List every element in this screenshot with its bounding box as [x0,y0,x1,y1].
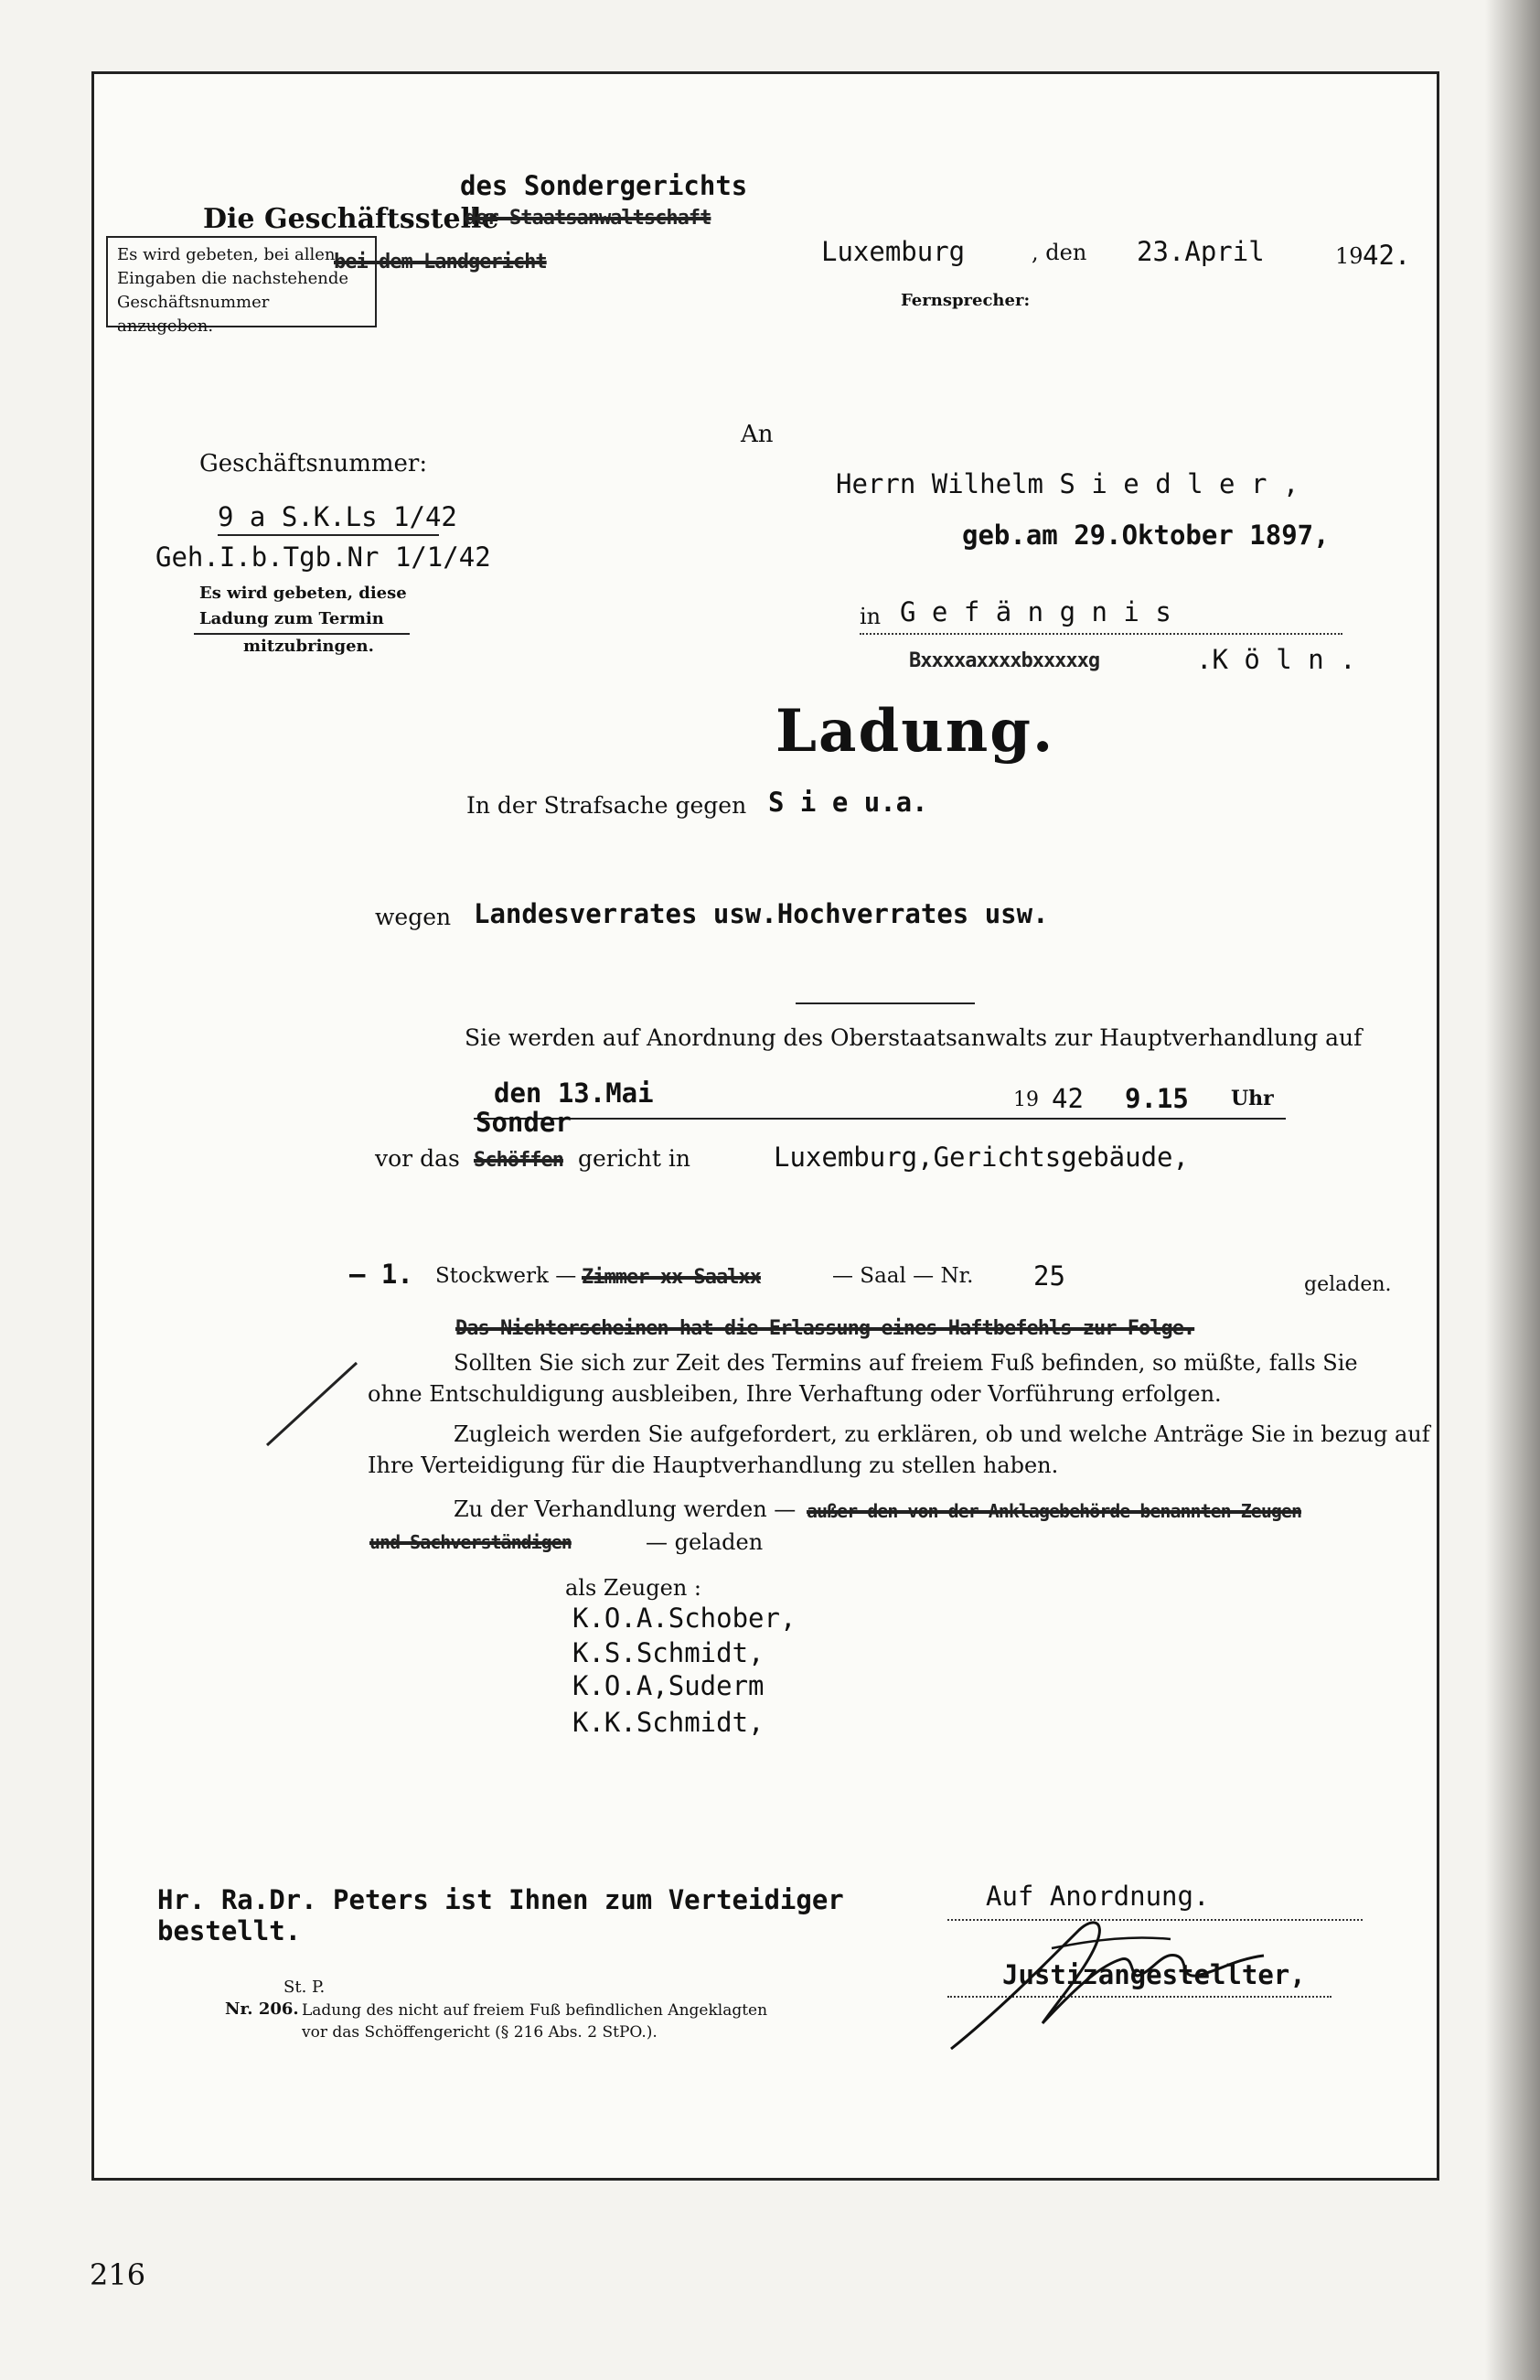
addressee-name: Herrn Wilhelm S i e d l e r , [836,468,1299,499]
letter-date: 23.April [1137,236,1265,267]
office-struck-1: der Staatsanwaltschaft [465,207,711,230]
case-number-rule [218,534,439,536]
witness-line2-end: — geladen [646,1529,764,1555]
geladen-label: geladen. [1304,1273,1392,1296]
case-number: 9 a S.K.Ls 1/42 [218,501,457,532]
bring-note-rule [194,633,410,635]
case-intro: In der Strafsache gegen [466,792,747,819]
den-label: , den [1032,240,1087,265]
als-zeugen-label: als Zeugen : [565,1575,702,1601]
hearing-day: den 13.Mai [494,1077,654,1109]
place: Luxemburg [821,236,966,267]
letter-year: 42. [1363,240,1411,271]
secret-journal-number: Geh.I.b.Tgb.Nr 1/1/42 [155,541,491,573]
defender-line1: Hr. Ra.Dr. Peters ist Ihnen zum Verteidiger [157,1884,844,1915]
notice-box: Es wird gebeten, bei allen Eingaben die nachstehende Geschäftsnummer anzugeben. [106,236,377,327]
office-label: Die Geschäftsstelle [203,203,499,235]
court-struck: Schöffen [474,1149,563,1172]
defender-line2: bestellt. [157,1915,302,1946]
bring-note-3: mitzubringen. [243,637,374,656]
margin-stroke [262,1359,362,1451]
addressee-birth: geb.am 29.Oktober 1897, [962,520,1330,551]
case-number-label: Geschäftsnummer: [199,450,428,477]
hearing-time: 9.15 [1125,1083,1189,1114]
floor-prefix: — 1. [349,1259,413,1290]
city: .K ö l n . [1196,644,1356,675]
witness-1: K.O.A.Schober, [572,1603,797,1634]
para2-line2: Ihre Verteidigung für die Hauptverhandlung zu stellen haben. [368,1453,1059,1478]
order-text: Auf Anordnung. [986,1881,1210,1912]
room-number: 25 [1033,1260,1065,1292]
bring-note-1: Es wird gebeten, diese [199,584,407,603]
official-title: Justizangestellter, [1002,1959,1306,1990]
court-insert: Sonder [476,1107,572,1138]
floor-struck: Zimmer xx Saalxx [582,1266,761,1289]
hearing-year: 42 [1052,1083,1084,1114]
witness-2: K.S.Schmidt, [572,1637,765,1668]
struck-sentence: Das Nichterscheinen hat die Erlassung eines Haftbefehls zur Folge. [455,1317,1195,1340]
para1-line2: ohne Entschuldigung ausbleiben, Ihre Verhaftung oder Vorführung erfolgen. [368,1381,1222,1407]
hearing-year-prefix: 19 [1013,1088,1039,1111]
separator-rule [796,1002,975,1004]
summons-text: Sie werden auf Anordnung des Oberstaatsanwalts zur Hauptverhandlung auf [465,1024,1363,1051]
para1-line1: Sollten Sie sich zur Zeit des Termins auf freiem Fuß befinden, so müßte, falls Sie [454,1350,1358,1376]
bring-note-2: Ladung zum Termin [199,609,384,628]
office-superscript: des Sondergerichts [460,170,748,201]
form-nr: Nr. 206. [225,1999,299,2019]
floor-label: Stockwerk — [435,1264,577,1288]
form-desc-2: vor das Schöffengericht (§ 216 Abs. 2 StPO.). [302,2023,658,2042]
document-title: Ladung. [775,697,1055,766]
form-st: St. P. [283,1978,326,1997]
court-suffix: gericht in [578,1145,690,1172]
witness-3: K.O.A,Suderm [572,1670,765,1701]
para2-line1: Zugleich werden Sie aufgefordert, zu erklären, ob und welche Anträge Sie in bezug auf [454,1421,1430,1447]
saal-label: — Saal — Nr. [832,1264,974,1288]
in-label: in [860,604,882,629]
witness-struck-2: und Sachverständigen [369,1531,572,1553]
phone-label: Fernsprecher: [901,291,1031,310]
case-against: S i e u.a. [768,787,928,818]
date-rule [474,1118,1286,1120]
witness-struck-1: außer den von der Anklagebehörde benannten Zeugen [807,1500,1302,1522]
form-desc-1: Ladung des nicht auf freiem Fuß befindlichen Angeklagten [302,2001,768,2020]
office-struck-2: bei dem Landgericht [334,251,547,273]
year-prefix: 19 [1335,243,1364,269]
address-dotted-line [860,633,1342,635]
vor-das-label: vor das [375,1145,460,1172]
an-label: An [741,421,774,448]
handwritten-signature [942,1912,1289,2058]
charge: Landesverrates usw.Hochverrates usw. [474,898,1049,929]
uhr-label: Uhr [1231,1087,1274,1110]
wegen-label: wegen [375,904,452,930]
court-place: Luxemburg,Gerichtsgebäude, [774,1142,1189,1173]
page-number: 216 [90,2257,146,2292]
book-spine-shadow [1485,0,1540,2380]
witness-4: K.K.Schmidt, [572,1707,765,1738]
witness-intro: Zu der Verhandlung werden — [454,1496,797,1522]
struck-city: Bxxxxaxxxxbxxxxxg [909,649,1100,672]
facility: G e f ä n g n i s [900,596,1171,627]
document-frame [91,71,1439,2181]
